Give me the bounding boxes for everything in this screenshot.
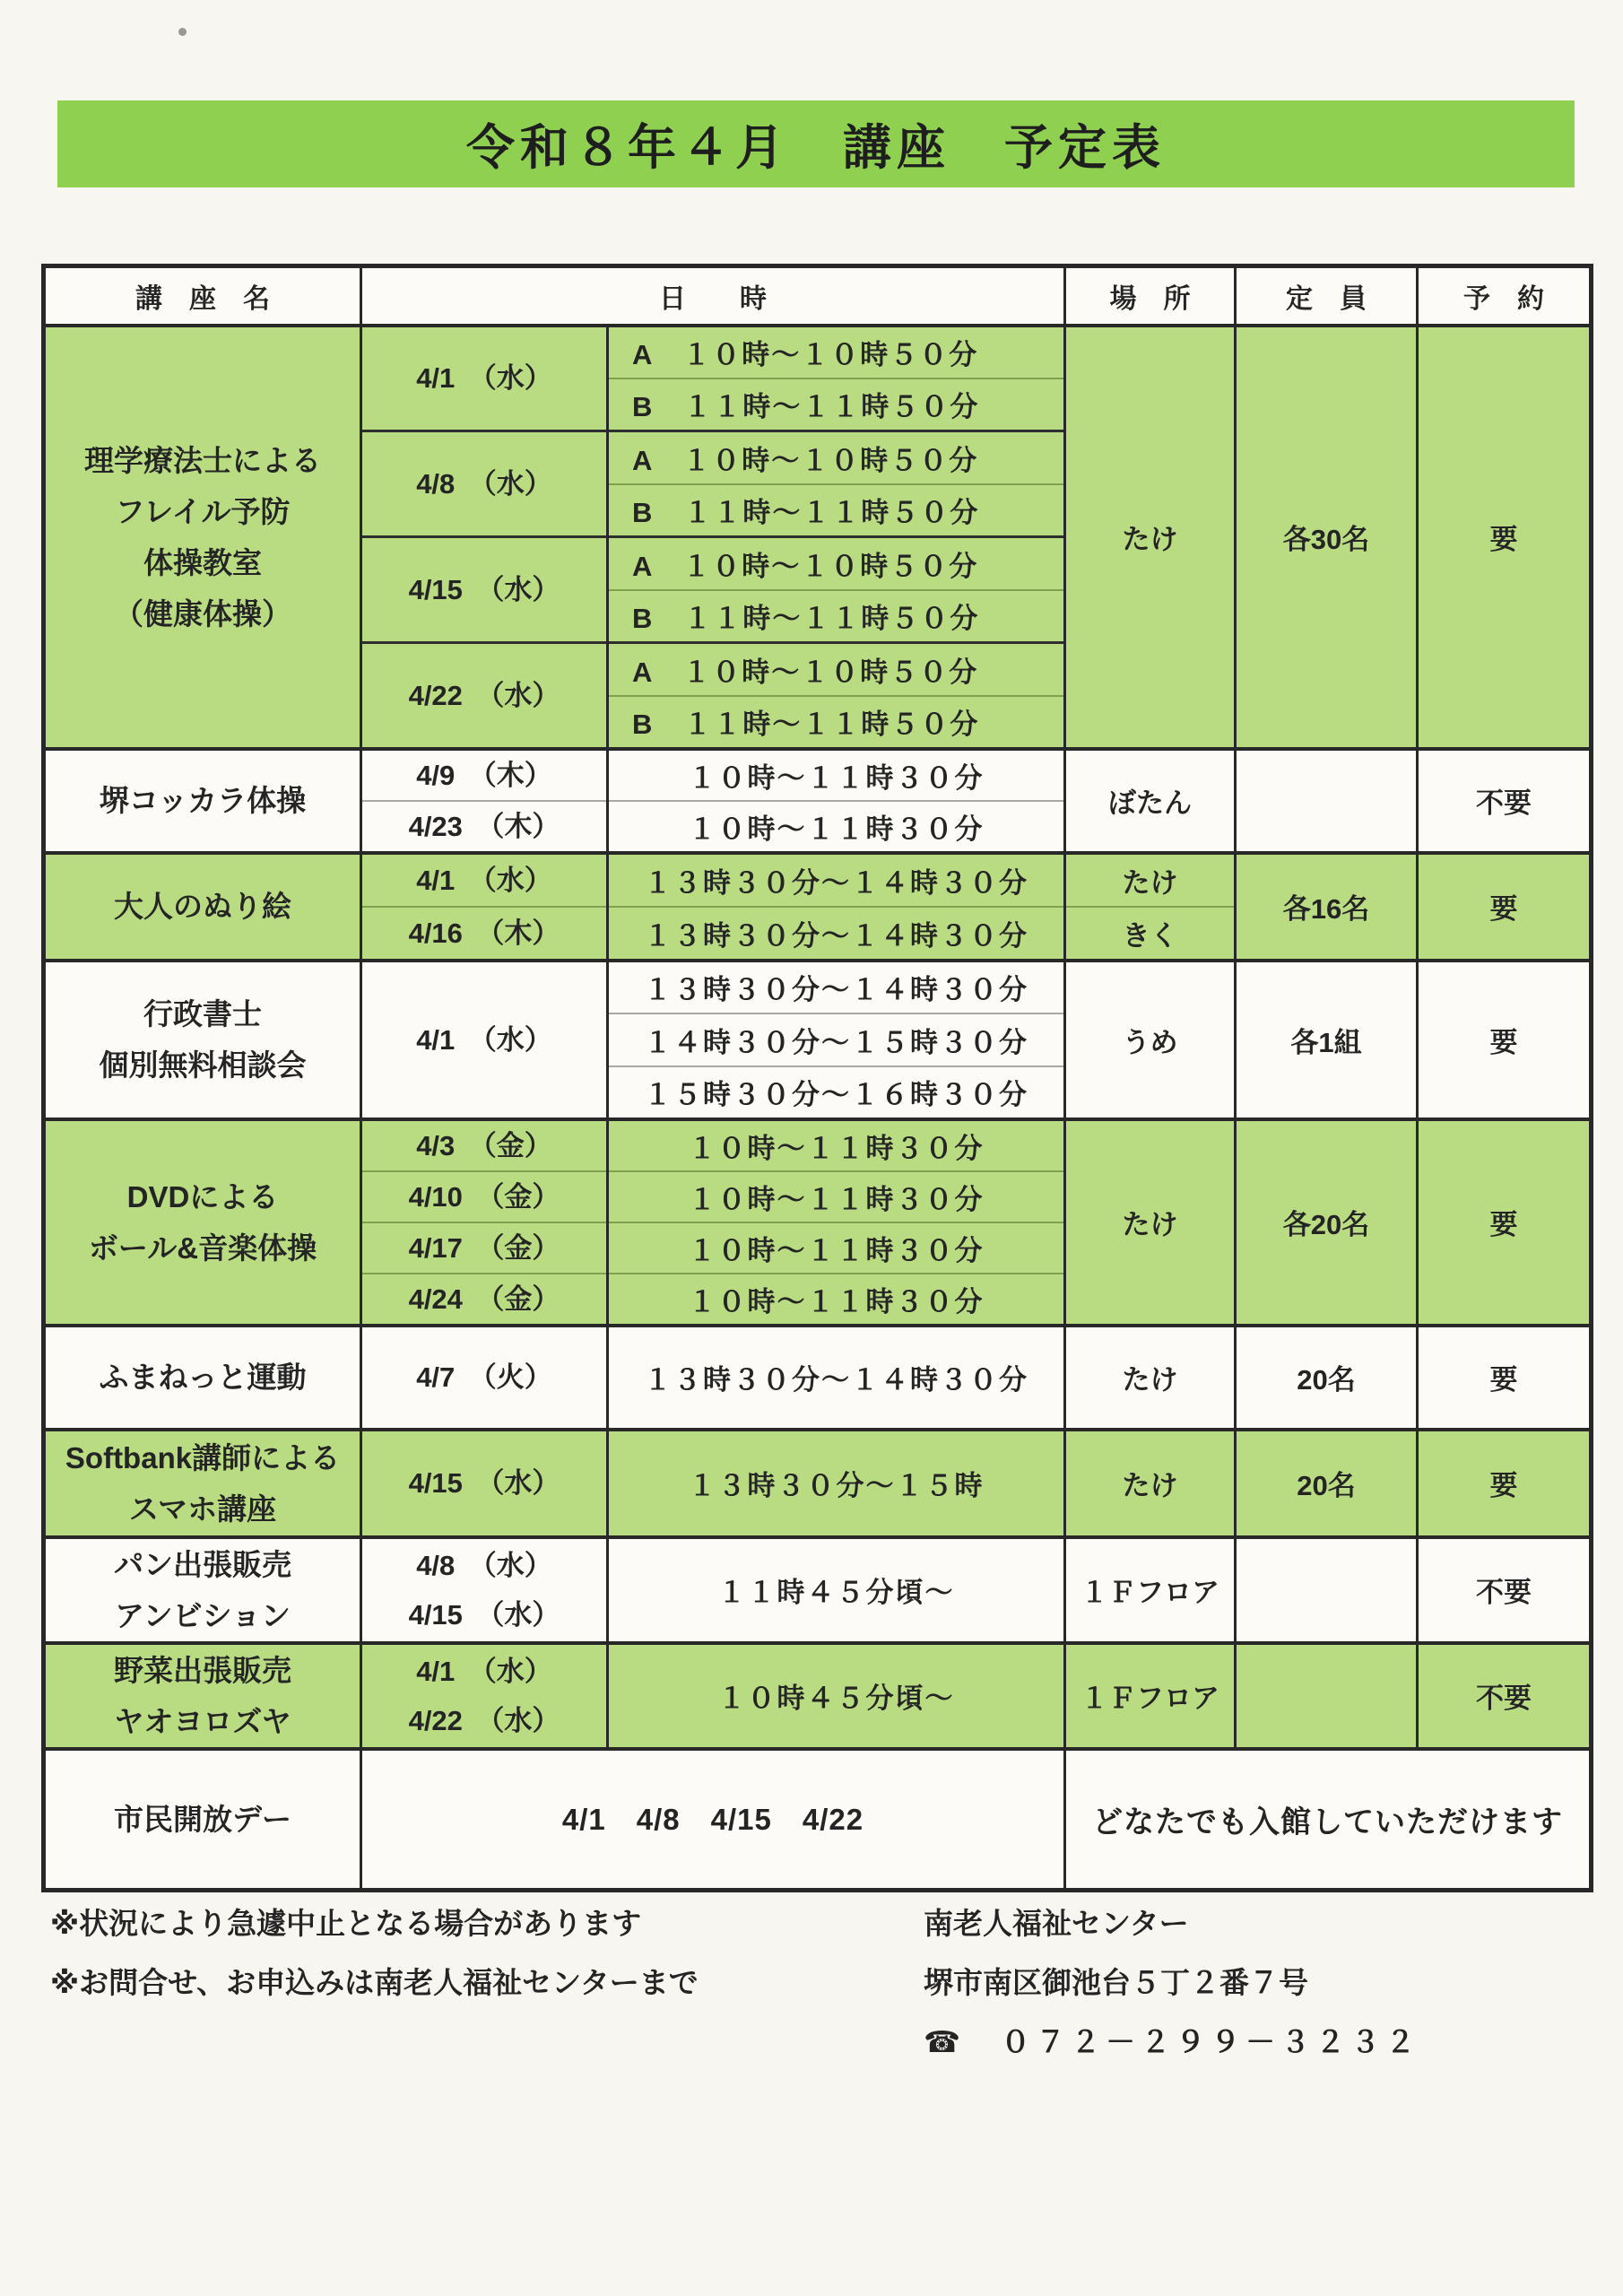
capacity: 各16名 xyxy=(1236,853,1418,961)
venue: たけ xyxy=(1065,1326,1236,1430)
reservation: 要 xyxy=(1418,1119,1592,1326)
session-time: １３時３０分～１４時３０分 xyxy=(608,907,1065,961)
session-time: １０時～１１時３０分 xyxy=(608,749,1065,801)
session-date: 4/15 （水） xyxy=(361,1430,608,1537)
table-row xyxy=(44,1430,1592,1537)
session-time: １０時～１１時３０分 xyxy=(608,1274,1065,1326)
venue: １Ｆフロア xyxy=(1065,1643,1236,1749)
session-date: 4/8 （水） 4/15 （水） xyxy=(361,1537,608,1643)
table-row xyxy=(44,1326,1592,1430)
open-day-dates: 4/1 4/8 4/15 4/22 xyxy=(361,1749,1065,1891)
table-row xyxy=(44,1537,1592,1643)
session-time: A １０時～１０時５０分 xyxy=(608,431,1065,484)
header-reserve: 予 約 xyxy=(1418,266,1592,326)
course-name-dvd: DVDによる ボール&音楽体操 xyxy=(44,1119,361,1326)
table-row xyxy=(44,749,1592,801)
session-date: 4/7 （火） xyxy=(361,1326,608,1430)
capacity: 各1組 xyxy=(1236,961,1418,1119)
reservation: 要 xyxy=(1418,853,1592,961)
capacity: 各20名 xyxy=(1236,1119,1418,1326)
session-date: 4/8 （水） xyxy=(361,431,608,537)
course-name-gyosei: 行政書士 個別無料相談会 xyxy=(44,961,361,1119)
reservation: 不要 xyxy=(1418,1643,1592,1749)
course-name-pan: パン出張販売 アンビション xyxy=(44,1537,361,1643)
session-date: 4/16 （木） xyxy=(361,907,608,961)
session-time: １３時３０分～１４時３０分 xyxy=(608,961,1065,1013)
capacity xyxy=(1236,749,1418,853)
venue: たけ xyxy=(1065,1430,1236,1537)
course-name-kokkara: 堺コッカラ体操 xyxy=(44,749,361,853)
footer-notes xyxy=(50,1894,699,2013)
course-name-taiso: 理学療法士による フレイル予防 体操教室 （健康体操） xyxy=(44,326,361,749)
table-row xyxy=(44,853,1592,907)
session-time: A １０時～１０時５０分 xyxy=(608,643,1065,696)
reservation: 不要 xyxy=(1418,1537,1592,1643)
reservation: 要 xyxy=(1418,1430,1592,1537)
session-date: 4/22 （水） xyxy=(361,643,608,749)
venue: たけ xyxy=(1065,1119,1236,1326)
capacity xyxy=(1236,1537,1418,1643)
course-name-yasai: 野菜出張販売 ヤオヨロズヤ xyxy=(44,1643,361,1749)
reservation: 不要 xyxy=(1418,749,1592,853)
center-address: 堺市南区御池台５丁２番７号 xyxy=(924,1966,1308,1999)
session-time: １０時～１１時３０分 xyxy=(608,1119,1065,1171)
session-time: １０時４５分頃～ xyxy=(608,1643,1065,1749)
session-date: 4/1 （水） xyxy=(361,326,608,431)
session-date: 4/23 （木） xyxy=(361,801,608,853)
footer-note-line: ※状況により急遽中止となる場合があります xyxy=(50,1907,642,1940)
schedule-table xyxy=(41,264,1593,1892)
table-row xyxy=(44,961,1592,1013)
header-place: 場 所 xyxy=(1065,266,1236,326)
header-row xyxy=(44,266,1592,326)
session-time: １３時３０分～１４時３０分 xyxy=(608,853,1065,907)
table-row xyxy=(44,1749,1592,1891)
session-time: A １０時～１０時５０分 xyxy=(608,537,1065,590)
phone-number: ☎ ０７２－２９９－３２３２ xyxy=(924,2025,1421,2058)
session-date: 4/10 （金） xyxy=(361,1171,608,1222)
session-date: 4/1 （水） xyxy=(361,853,608,907)
reservation: 要 xyxy=(1418,326,1592,749)
footer-note-line: ※お問合せ、お申込みは南老人福祉センターまで xyxy=(50,1966,699,1999)
table-row xyxy=(44,1643,1592,1749)
capacity xyxy=(1236,1643,1418,1749)
header-capacity: 定 員 xyxy=(1236,266,1418,326)
table-row xyxy=(44,1119,1592,1171)
session-time: １３時３０分～１５時 xyxy=(608,1430,1065,1537)
capacity: 20名 xyxy=(1236,1430,1418,1537)
session-time: B １１時～１１時５０分 xyxy=(608,590,1065,643)
session-time: B １１時～１１時５０分 xyxy=(608,484,1065,537)
venue: たけ xyxy=(1065,326,1236,749)
course-name-fumanetto: ふまねっと運動 xyxy=(44,1326,361,1430)
reservation: 要 xyxy=(1418,1326,1592,1430)
course-name-shimin: 市民開放デー xyxy=(44,1749,361,1891)
course-name-nurie: 大人のぬり絵 xyxy=(44,853,361,961)
venue: きく xyxy=(1065,907,1236,961)
session-date: 4/24 （金） xyxy=(361,1274,608,1326)
session-time: １５時３０分～１６時３０分 xyxy=(608,1066,1065,1119)
session-time: １３時３０分～１４時３０分 xyxy=(608,1326,1065,1430)
capacity: 各30名 xyxy=(1236,326,1418,749)
session-time: １１時４５分頃～ xyxy=(608,1537,1065,1643)
session-time: B １１時～１１時５０分 xyxy=(608,378,1065,431)
session-time: １４時３０分～１５時３０分 xyxy=(608,1013,1065,1066)
session-date: 4/1 （水） xyxy=(361,961,608,1119)
course-name-softbank: Softbank講師による スマホ講座 xyxy=(44,1430,361,1537)
page-title: 令和８年４月 講座 予定表 xyxy=(466,121,1166,175)
session-date: 4/9 （木） xyxy=(361,749,608,801)
header-datetime: 日 時 xyxy=(361,266,1065,326)
venue: うめ xyxy=(1065,961,1236,1119)
center-name: 南老人福祉センター xyxy=(924,1907,1189,1940)
venue: たけ xyxy=(1065,853,1236,907)
session-time: A １０時～１０時５０分 xyxy=(608,326,1065,378)
session-date: 4/15 （水） xyxy=(361,537,608,643)
session-time: B １１時～１１時５０分 xyxy=(608,696,1065,749)
header-course: 講 座 名 xyxy=(44,266,361,326)
venue: ぼたん xyxy=(1065,749,1236,853)
table-row xyxy=(44,326,1592,378)
session-time: １０時～１１時３０分 xyxy=(608,1171,1065,1222)
capacity: 20名 xyxy=(1236,1326,1418,1430)
open-day-note: どなたでも入館していただけます xyxy=(1065,1749,1592,1891)
session-time: １０時～１１時３０分 xyxy=(608,801,1065,853)
session-date: 4/17 （金） xyxy=(361,1222,608,1274)
reservation: 要 xyxy=(1418,961,1592,1119)
session-date: 4/1 （水） 4/22 （水） xyxy=(361,1643,608,1749)
venue: １Ｆフロア xyxy=(1065,1537,1236,1643)
scan-speck xyxy=(178,28,187,36)
session-time: １０時～１１時３０分 xyxy=(608,1222,1065,1274)
footer-contact xyxy=(924,1894,1420,2072)
session-date: 4/3 （金） xyxy=(361,1119,608,1171)
title-banner xyxy=(57,100,1575,187)
